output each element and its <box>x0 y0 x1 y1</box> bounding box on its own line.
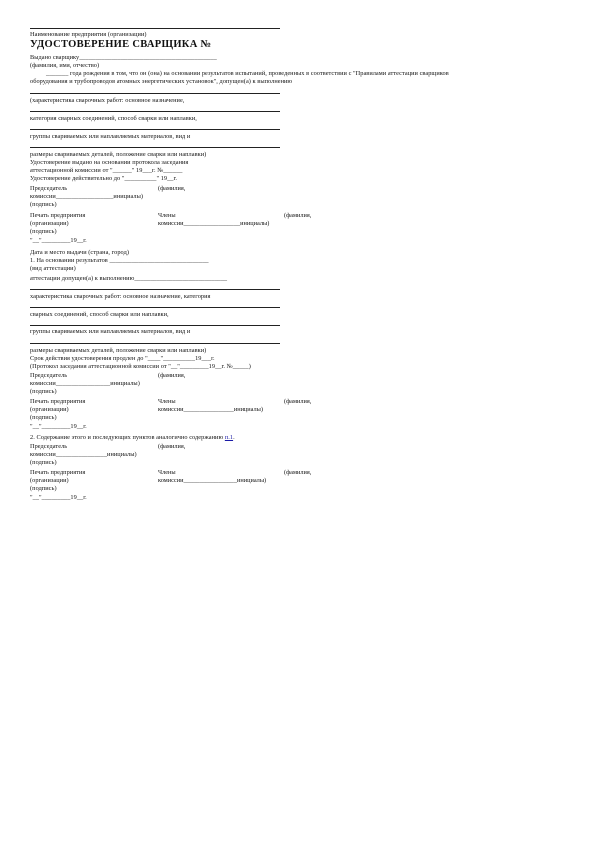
date-line: "__"_________19__г. <box>30 494 87 501</box>
rule <box>30 307 280 308</box>
org-hint: (организации) <box>30 477 69 484</box>
issue-place: Дата и место выдачи (страна, город) <box>30 249 129 256</box>
works-char: (характеристика сварочных работ: основное назначение, <box>30 97 185 104</box>
chair-label: Председатель <box>30 185 68 192</box>
s1-attestation: аттестации допущен(а) к выполнению_____________________________ <box>30 275 228 282</box>
issued-to: Выдано сварщику___________________________________________ <box>30 54 217 61</box>
members-label: Члены <box>158 212 176 219</box>
rule <box>30 289 280 290</box>
seal-label: Печать предприятия <box>30 469 86 476</box>
intro-line-2: оборудования и трубопроводов атомных энергетических установок", допущен(а) к выполнению <box>30 78 293 85</box>
signature-hint: (подпись) <box>30 485 57 492</box>
rule <box>30 343 280 344</box>
surname-hint: (фамилия, <box>284 398 312 405</box>
commission-line: комиссии_________________инициалы) <box>158 477 267 484</box>
rule <box>30 325 280 326</box>
commission-line: комиссии_________________инициалы) <box>30 380 140 387</box>
name-hint: (фамилия, имя, отчество) <box>30 62 100 69</box>
org-hint: (организации) <box>30 220 69 227</box>
members-label: Члены <box>158 469 176 476</box>
s1-protocol: (Протокол заседания аттестационной комиссии от "__"_________19__г. №_____) <box>30 363 251 370</box>
rule <box>30 129 280 130</box>
s2-text-end: . <box>233 434 235 441</box>
signature-hint: (подпись) <box>30 414 57 421</box>
surname-hint: (фамилия, <box>284 212 312 219</box>
surname-hint: (фамилия, <box>158 372 186 379</box>
s1-basis: 1. На основании результатов _______________________________ <box>30 257 209 264</box>
s1-chars: характеристика сварочных работ: основное назначение, категория <box>30 293 211 300</box>
s1-joints: сварных соединений, способ сварки или наплавки, <box>30 311 169 318</box>
s1-kind: (вид аттестации) <box>30 265 76 272</box>
seal-label: Печать предприятия <box>30 398 86 405</box>
date-line: "__"_________19__г. <box>30 237 87 244</box>
issued-basis: Удостоверение выдано на основании протокола заседания <box>30 159 189 166</box>
s2-link[interactable]: п.1 <box>224 434 234 441</box>
chair-label: Председатель <box>30 443 68 450</box>
org-label: Наименование предприятия (организации) <box>30 31 147 38</box>
s2-text <box>30 434 235 441</box>
signature-hint: (подпись) <box>30 201 57 208</box>
signature-hint: (подпись) <box>30 388 57 395</box>
chair-label: Председатель <box>30 372 68 379</box>
rule <box>30 111 280 112</box>
s1-groups: группы свариваемых или наплавляемых материалов, вид и <box>30 328 191 335</box>
members-label: Члены <box>158 398 176 405</box>
joint-category: категория сварных соединений, способ сварки или наплавки, <box>30 115 197 122</box>
surname-hint: (фамилия, <box>158 443 186 450</box>
dims: размеры свариваемых деталей, положение сварки или наплавки) <box>30 151 207 158</box>
doc-title: УДОСТОВЕРЕНИЕ СВАРЩИКА № <box>30 39 212 50</box>
date-line: "__"_________19__г. <box>30 423 87 430</box>
s1-extended: Срок действия удостоверения продлен до "____"__________19___г. <box>30 355 215 362</box>
commission-line: комиссии__________________инициалы) <box>30 193 144 200</box>
valid-until: Удостоверение действительно до "__________" 19__г. <box>30 175 178 182</box>
surname-hint: (фамилия, <box>284 469 312 476</box>
signature-hint: (подпись) <box>30 228 57 235</box>
rule <box>30 93 280 94</box>
signature-hint: (подпись) <box>30 459 57 466</box>
commission-line: комиссии________________инициалы) <box>30 451 137 458</box>
top-rule <box>30 28 280 29</box>
s1-dims: размеры свариваемых деталей, положение сварки или наплавки) <box>30 347 207 354</box>
commission-protocol: аттестационной комиссии от "______" 19___г. №______ <box>30 167 183 174</box>
s2-text-main: 2. Содержание этого и последующих пунктов аналогично содержанию <box>30 434 225 441</box>
org-hint: (организации) <box>30 406 69 413</box>
rule <box>30 147 280 148</box>
surname-hint: (фамилия, <box>158 185 186 192</box>
material-group: группы свариваемых или наплавляемых материалов, вид и <box>30 133 191 140</box>
commission-line: комиссии__________________инициалы) <box>158 220 270 227</box>
seal-label: Печать предприятия <box>30 212 86 219</box>
intro-line: _______ года рождения в том, что он (она) на основании результатов испытаний, проведенных в соответствии с "Правилами аттестации сварщиков <box>46 70 449 77</box>
commission-line: комиссии________________инициалы) <box>158 406 263 413</box>
